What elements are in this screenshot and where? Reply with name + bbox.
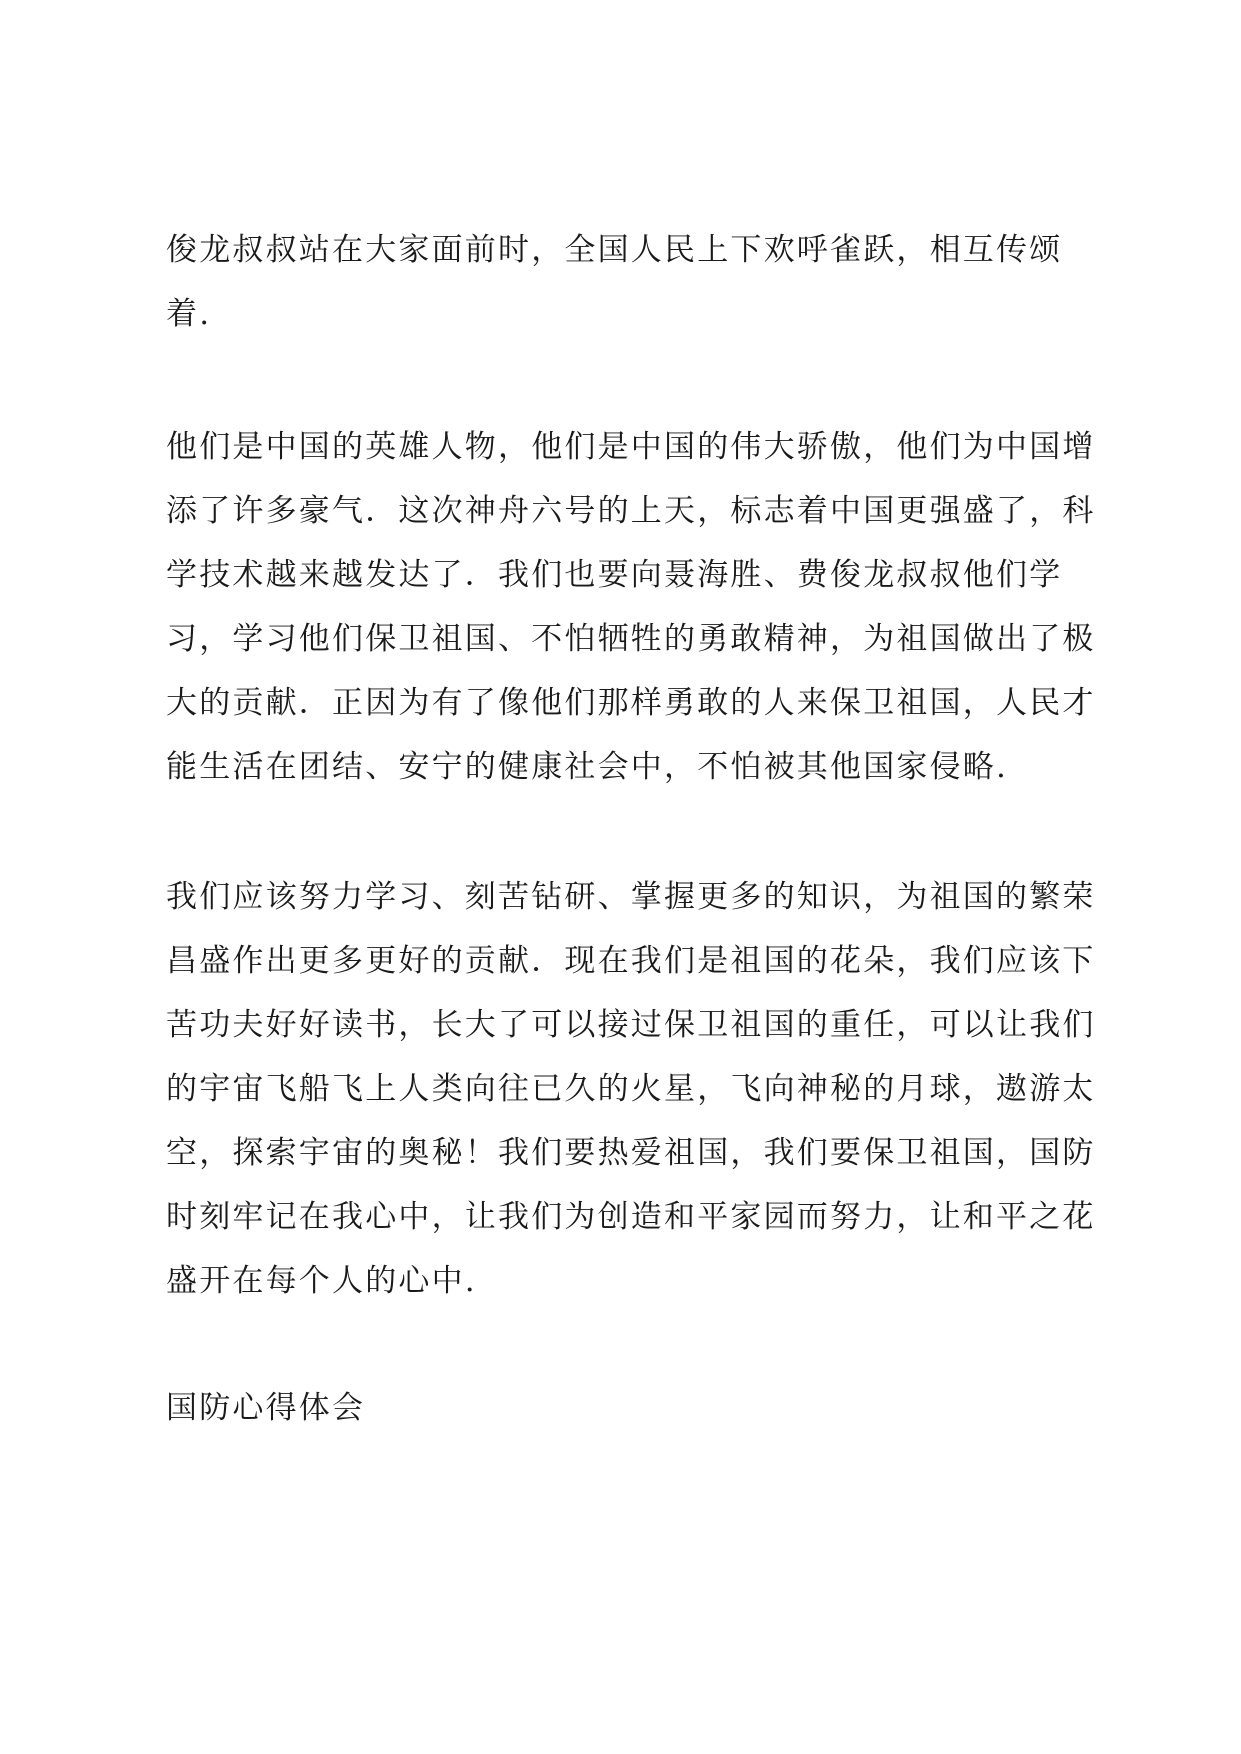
text-line: 盛开在每个人的心中.: [166, 1263, 477, 1299]
text-line: 的宇宙飞船飞上人类向往已久的火星，飞向神秘的月球，遨游太: [166, 1071, 1096, 1107]
text-line: 学技术越来越发达了．我们也要向聂海胜、费俊龙叔叔他们学: [166, 557, 1063, 593]
text-line: 能生活在团结、安宁的健康社会中，不怕被其他国家侵略.: [166, 749, 1009, 785]
text-line: 昌盛作出更多更好的贡献．现在我们是祖国的花朵，我们应该下: [166, 943, 1096, 979]
text-line: 着.: [166, 296, 212, 332]
text-line: 国防心得体会: [166, 1390, 366, 1426]
heading-line: [166, 1376, 1086, 1440]
text-line: 俊龙叔叔站在大家面前时，全国人民上下欢呼雀跃，相互传颂: [166, 232, 1063, 268]
paragraph-3: [166, 865, 1096, 1313]
text-line: 习，学习他们保卫祖国、不怕牺牲的勇敢精神，为祖国做出了极: [166, 621, 1096, 657]
paragraph-1: [166, 218, 1086, 346]
text-line: 添了许多豪气．这次神舟六号的上天，标志着中国更强盛了，科: [166, 493, 1096, 529]
text-line: 我们应该努力学习、刻苦钻研、掌握更多的知识，为祖国的繁荣: [166, 879, 1096, 915]
text-line: 苦功夫好好读书，长大了可以接过保卫祖国的重任，可以让我们: [166, 1007, 1096, 1043]
text-line: 时刻牢记在我心中，让我们为创造和平家园而努力，让和平之花: [166, 1199, 1096, 1235]
text-line: 空，探索宇宙的奥秘！我们要热爱祖国，我们要保卫祖国，国防: [166, 1135, 1096, 1171]
paragraph-2: [166, 415, 1096, 799]
text-line: 大的贡献．正因为有了像他们那样勇敢的人来保卫祖国，人民才: [166, 685, 1096, 721]
text-line: 他们是中国的英雄人物，他们是中国的伟大骄傲，他们为中国增: [166, 429, 1096, 465]
